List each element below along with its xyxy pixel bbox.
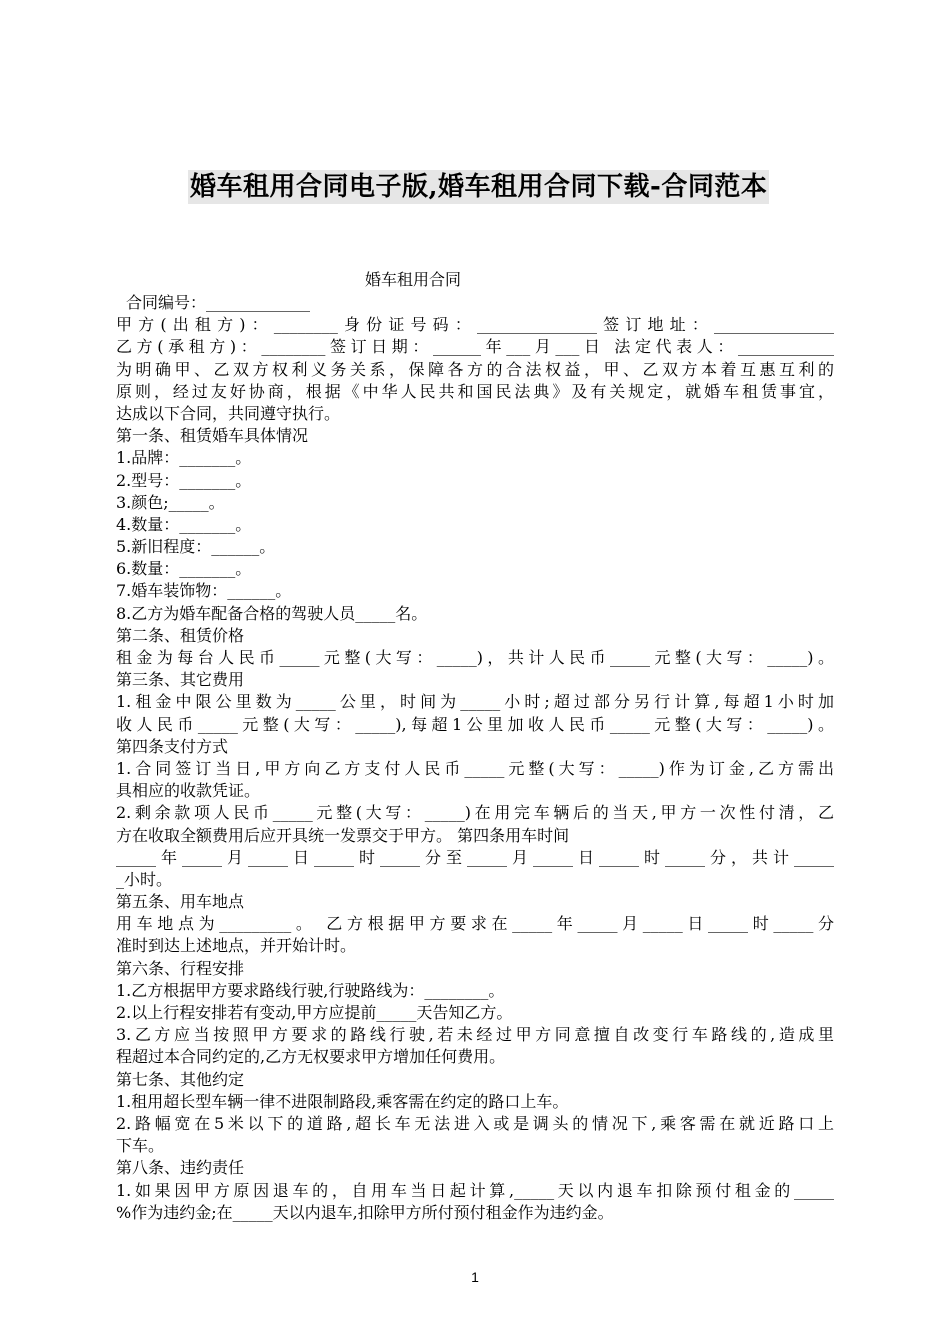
party-a-line: 甲方(出租方)：________身份证号码：_______________签订地址：_______________ (116, 315, 834, 335)
clause-line: 3.乙方应当按照甲方要求的路线行驶,若未经过甲方同意擅自改变行车路线的,造成里 (116, 1025, 834, 1045)
clause-line: 2.型号：_______。 (116, 470, 252, 490)
clause-line: 准时到达上述地点，并开始计时。 (116, 936, 357, 956)
section-heading: 第一条、租赁婚车具体情况 (116, 426, 309, 446)
clause-line: 2.以上行程安排若有变动,甲方应提前_____天告知乙方。 (116, 1003, 513, 1022)
contract-body (116, 292, 834, 1224)
preamble-line: 原则，经过友好协商，根据《中华人民共和国民法典》及有关规定，就婚车租赁事宜， (116, 381, 834, 401)
clause-line: 租金为每台人民币_____元整(大写：_____)，共计人民币_____元整(大写：_____)。 (116, 648, 834, 667)
clause-line: 5.新旧程度：______。 (116, 537, 276, 557)
section-heading: 第五条、用车地点 (116, 892, 245, 912)
clause-line: _____年_____月_____日_____时_____分至_____月_____日_____时_____分，共计_____ (116, 847, 834, 867)
clause-line: 1.品牌：_______。 (116, 448, 252, 468)
clause-line: 1.乙方根据甲方要求路线行驶,行驶路线为：________。 (116, 980, 505, 1000)
contract-title: 婚车租用合同 (364, 270, 461, 289)
clause-line: 2.路幅宽在5米以下的道路,超长车无法进入或是调头的情况下,乘客需在就近路口上 (116, 1113, 834, 1133)
clause-line: 2.剩余款项人民币_____元整(大写：_____)在用完车辆后的当天,甲方一次性付清，乙 (116, 803, 834, 823)
preamble-line: 达成以下合同，共同遵守执行。 (116, 403, 341, 423)
section-heading: 第六条、行程安排 (116, 958, 245, 978)
clause-line: 具相应的收款凭证。 (116, 781, 261, 801)
clause-line: 收人民币_____元整(大写：_____),每超1公里加收人民币_____元整(大写：_____)。 (116, 714, 834, 734)
clause-line: 1.租用超长型车辆一律不进限制路段,乘客需在约定的路口上车。 (116, 1091, 569, 1111)
section-heading: 第二条、租赁价格 (116, 625, 245, 645)
clause-line: 7.婚车装饰物：______。 (116, 581, 292, 601)
clause-line: _小时。 (116, 869, 173, 889)
clause-line: 用车地点为_________。 乙方根据甲方要求在_____年_____月_____日_____时_____分 (116, 914, 834, 934)
clause-line: 3.颜色;_____。 (116, 492, 225, 512)
clause-line: 1.如果因甲方原因退车的，自用车当日起计算,_____天以内退车扣除预付租金的_____ (116, 1180, 834, 1200)
section-heading: 第三条、其它费用 (116, 670, 245, 690)
party-b-line: 乙方(承租方)：________签订日期：______年___月___日 法定代表人：____________ (116, 337, 834, 357)
clause-line: 方在收取全额费用后应开具统一发票交于甲方。 第四条用车时间 (116, 825, 570, 845)
page-number: 1 (471, 1269, 479, 1285)
clause-line: 1.租金中限公里数为_____公里，时间为_____小时;超过部分另行计算,每超1小时加 (116, 692, 834, 712)
section-heading: 第八条、违约责任 (116, 1158, 245, 1178)
clause-line: 1.合同签订当日,甲方向乙方支付人民币_____元整(大写：_____)作为订金,乙方需出 (116, 758, 834, 778)
clause-line: %作为违约金;在_____天以内退车,扣除甲方所付预付租金作为违约金。 (116, 1202, 614, 1222)
preamble-line: 为明确甲、乙双方权利义务关系，保障各方的合法权益，甲、乙双方本着互惠互利的 (116, 359, 834, 379)
contract-number-line: 合同编号：_____________ (126, 293, 311, 312)
section-heading: 第四条支付方式 (116, 736, 229, 756)
clause-line: 下车。 (116, 1136, 165, 1156)
page-title: 婚车租用合同电子版,婚车租用合同下载-合同范本 (190, 172, 768, 202)
clause-line: 程超过本合同约定的,乙方无权要求甲方增加任何费用。 (116, 1047, 506, 1067)
section-heading: 第七条、其他约定 (116, 1069, 245, 1089)
clause-line: 4.数量：_______。 (116, 514, 252, 534)
clause-line: 6.数量：_______。 (116, 559, 252, 579)
clause-line: 8.乙方为婚车配备合格的驾驶人员_____名。 (116, 603, 428, 623)
